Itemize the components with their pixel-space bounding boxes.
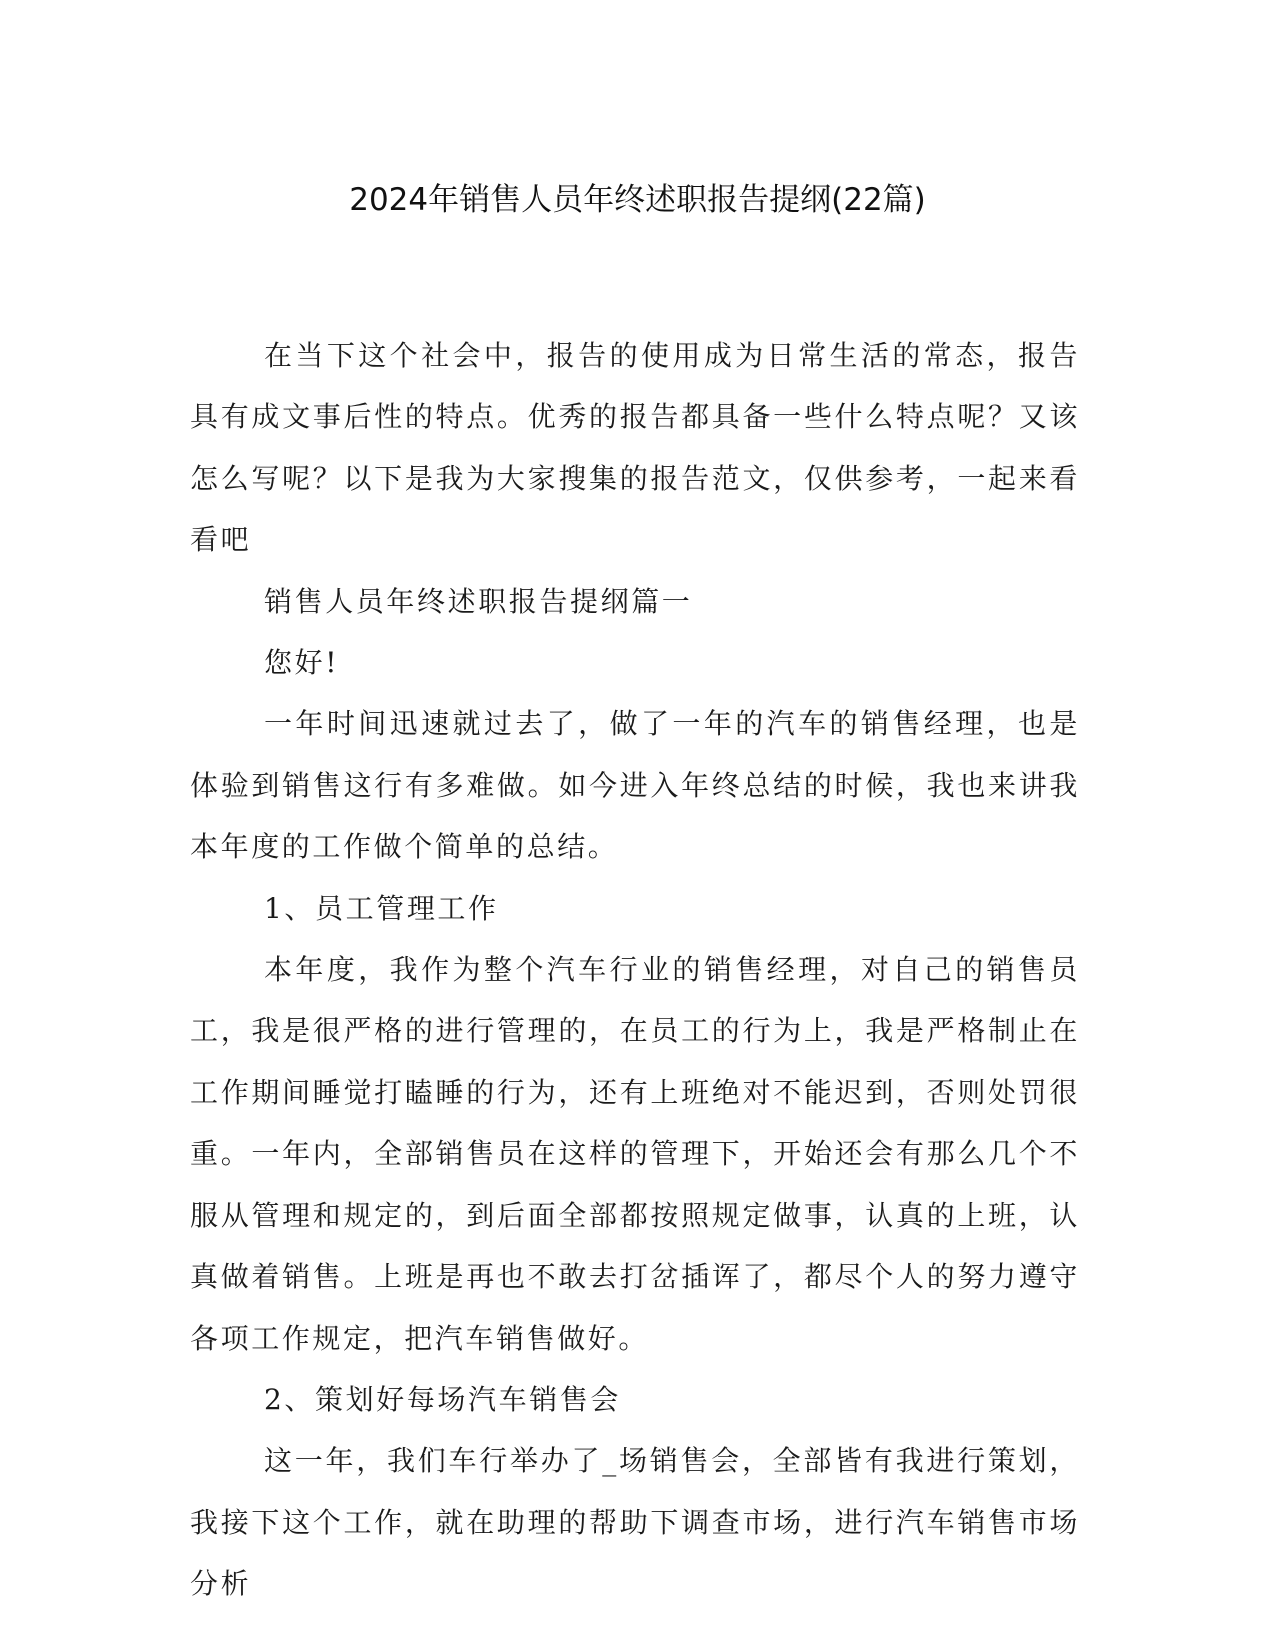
- subheading-staff-management: 1、员工管理工作: [264, 891, 499, 925]
- sales-events-paragraph: 这一年，我们车行举办了_场销售会，全部皆有我进行策划，我接下这个工作，就在助理的帮助下调查市场，进行汽车销售市场分析: [190, 1444, 1080, 1601]
- greeting: 您好!: [264, 646, 340, 680]
- subheading-sales-events: 2、策划好每场汽车销售会: [264, 1382, 622, 1416]
- staff-management-paragraph: 本年度，我作为整个汽车行业的销售经理，对自己的销售员工，我是很严格的进行管理的，在员工的行为上，我是严格制止在工作期间睡觉打瞌睡的行为，还有上班绝对不能迟到，否则处罚很重。一年内，全部销售员在这样的管理下，开始还会有那么几个不服从管理和规定的，到后面全部都按照规定做事，认真的上班，认真做着销售。上班是再也不敢去打岔插诨了，都尽个人的努力遵守各项工作规定，把汽车销售做好。: [190, 953, 1080, 1355]
- section-title-part-one: 销售人员年终述职报告提纲篇一: [264, 584, 693, 618]
- opening-paragraph: 一年时间迅速就过去了，做了一年的汽车的销售经理，也是体验到销售这行有多难做。如今进入年终总结的时候，我也来讲我本年度的工作做个简单的总结。: [190, 707, 1080, 864]
- document-title: 2024年销售人员年终述职报告提纲(22篇): [349, 182, 926, 218]
- intro-paragraph: 在当下这个社会中，报告的使用成为日常生活的常态，报告具有成文事后性的特点。优秀的报告都具备一些什么特点呢？又该怎么写呢？以下是我为大家搜集的报告范文，仅供参考，一起来看看吧: [190, 339, 1080, 557]
- document-body: [190, 325, 1080, 1615]
